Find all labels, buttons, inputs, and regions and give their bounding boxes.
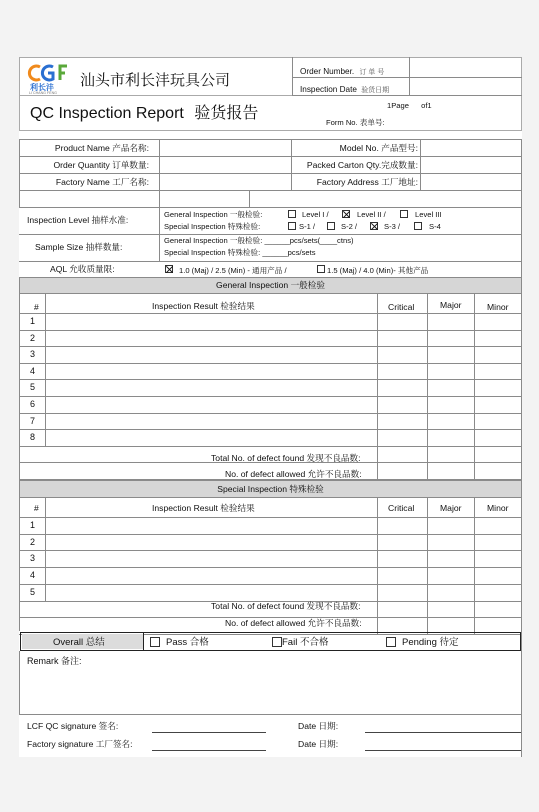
lcf-qc-date-line[interactable]: [365, 732, 521, 733]
s1-checkbox[interactable]: [288, 222, 296, 230]
aql-option1-label: 1.0 (Maj) / 2.5 (Min) - 通用产品 /: [179, 266, 287, 275]
divider: [143, 632, 144, 651]
special-defect-allowed: No. of defect allowed 允许不良品数:: [225, 618, 362, 628]
divider: [19, 173, 522, 174]
divider: [420, 139, 421, 190]
remark-label: Remark 备注:: [27, 656, 82, 666]
table-row: [19, 396, 522, 413]
pending-label: Pending 待定: [402, 637, 459, 648]
level-2-checkbox[interactable]: [342, 210, 350, 218]
form-no-label: Form No. 表单号:: [326, 118, 385, 127]
divider: [19, 497, 522, 498]
pending-checkbox[interactable]: [386, 637, 396, 647]
order-number-label: [300, 66, 384, 78]
company-name: 汕头市利长沣玩具公司: [80, 72, 231, 89]
table-row: [19, 550, 522, 567]
page-number: 1Page: [387, 101, 409, 110]
header-right-border: [521, 57, 522, 130]
divider: [19, 277, 522, 278]
divider: [19, 156, 522, 157]
table-row: [19, 363, 522, 380]
sample-size-label: Sample Size 抽样数量:: [35, 242, 123, 252]
table-row: [19, 534, 522, 551]
special-section-title: Special Inspection 特殊检验: [217, 484, 324, 494]
table-row: [19, 313, 522, 330]
table-row: [19, 346, 522, 363]
table-row: [19, 330, 522, 347]
row-number: 3: [30, 553, 36, 564]
report-title-cn: 验货报告: [194, 105, 259, 122]
divider: [521, 139, 522, 757]
factory-signature-line[interactable]: [152, 750, 266, 751]
table-row: [19, 379, 522, 396]
row-number: 4: [30, 365, 36, 376]
factory-date-label: Date 日期:: [298, 739, 339, 749]
divider: [19, 651, 20, 714]
order-number-label-en: Order Number.: [300, 67, 355, 76]
general-col-result: Inspection Result 检验结果: [152, 301, 255, 311]
s3-checkbox[interactable]: [370, 222, 378, 230]
level-2-label: Level II /: [357, 210, 386, 219]
divider: [291, 139, 292, 190]
divider: [19, 714, 522, 715]
s2-label: S-2 /: [341, 222, 358, 231]
fail-label: Fail 不合格: [282, 637, 329, 648]
divider: [19, 207, 522, 208]
order-quantity-label: Order Quantity 订单数量:: [53, 160, 149, 170]
divider: [19, 480, 522, 481]
general-defect-allowed: No. of defect allowed 允许不良品数:: [225, 469, 362, 479]
divider: [19, 261, 522, 262]
divider: [19, 139, 20, 207]
special-col-major: Major: [440, 503, 462, 513]
divider: [19, 139, 522, 140]
model-no-label: Model No. 产品型号:: [339, 143, 418, 153]
table-row: [19, 517, 522, 534]
logo-text: 利长沣: [30, 83, 54, 92]
product-name-label: Product Name 产品名称:: [54, 143, 149, 153]
company-logo: [27, 63, 69, 97]
general-col-minor: Minor: [487, 302, 509, 312]
table-row: [19, 567, 522, 584]
special-col-minor: Minor: [487, 503, 509, 513]
lcf-qc-signature-line[interactable]: [152, 732, 266, 733]
overall-label: Overall 总结: [53, 637, 105, 648]
special-inspection-label: Special Inspection 特殊检验:: [164, 222, 261, 231]
logo-subtext: LI CHANG FENG: [29, 91, 57, 95]
divider: [159, 139, 160, 261]
row-number: 2: [30, 536, 36, 547]
lcf-qc-signature-label: LCF QC signature 签名:: [27, 721, 119, 731]
special-total-found: Total No. of defect found 发现不良品数:: [211, 601, 361, 611]
general-section-title: General Inspection 一般检验: [216, 280, 325, 290]
lcf-qc-date-label: Date 日期:: [298, 721, 339, 731]
pass-checkbox[interactable]: [150, 637, 160, 647]
inspection-date-label: [300, 84, 389, 96]
page-indicator: [387, 100, 432, 111]
divider: [409, 57, 410, 95]
header-top-border: [19, 57, 522, 58]
inspection-date-label-cn: 验货日期: [361, 87, 390, 94]
divider: [19, 190, 522, 191]
row-number: 5: [30, 382, 36, 393]
general-col-critical: Critical: [388, 302, 415, 312]
divider: [19, 95, 292, 96]
table-row: [19, 429, 522, 446]
row-number: 1: [30, 520, 36, 530]
s3-label: S-3 /: [384, 222, 401, 231]
level-3-label: Level III: [415, 210, 442, 219]
row-number: 8: [30, 432, 36, 443]
divider: [19, 446, 522, 447]
fail-checkbox[interactable]: [272, 637, 282, 647]
aql-option2-label: 1.5 (Maj) / 4.0 (Min)- 其他产品: [327, 266, 429, 275]
row-number: 4: [30, 570, 36, 581]
special-col-result: Inspection Result 检验结果: [152, 503, 255, 513]
factory-name-label: Factory Name 工厂名称:: [55, 177, 149, 187]
row-number: 3: [30, 349, 36, 360]
report-title-en: QC Inspection Report: [30, 105, 184, 122]
pass-label: Pass 合格: [166, 637, 209, 648]
logo-mark-icon: [27, 63, 69, 83]
factory-signature-label: Factory signature 工厂签名:: [27, 739, 133, 749]
level-1-label: Level I /: [302, 210, 329, 219]
general-col-major: Major: [440, 300, 462, 310]
sample-general-line: General Inspection 一般检验: ______pcs/sets(____ctns): [164, 236, 354, 245]
order-number-label-cn: 订 单 号: [359, 69, 385, 76]
special-col-no: #: [34, 503, 39, 513]
row-number: 7: [30, 415, 36, 426]
divider: [292, 57, 293, 95]
divider: [19, 293, 522, 294]
aql-option1-checkbox[interactable]: [165, 265, 173, 273]
general-inspection-label: General Inspection 一般检验:: [164, 210, 263, 219]
sample-special-line: Special Inspection 特殊检验: ______pcs/sets: [164, 248, 316, 257]
report-title: [30, 105, 258, 123]
row-number: 2: [30, 332, 36, 343]
qc-report-sheet: [19, 57, 522, 757]
page-total: of1: [421, 101, 432, 110]
inspection-date-label-en: Inspection Date: [300, 85, 357, 94]
general-total-found: Total No. of defect found 发现不良品数:: [211, 453, 361, 463]
row-number: 1: [30, 316, 36, 326]
packed-carton-label: Packed Carton Qty.完成数量:: [306, 160, 418, 170]
inspection-level-label: Inspection Level 抽样水准:: [27, 215, 129, 225]
header-bottom-border: [19, 130, 522, 131]
s4-checkbox[interactable]: [414, 222, 422, 230]
level-3-checkbox[interactable]: [400, 210, 408, 218]
divider: [249, 190, 250, 207]
level-1-checkbox[interactable]: [288, 210, 296, 218]
general-col-no: #: [34, 302, 39, 312]
factory-address-label: Factory Address 工厂地址:: [316, 177, 418, 187]
header-left-border: [19, 57, 20, 130]
aql-label: AQL 允收质量限:: [50, 264, 115, 274]
aql-option2-checkbox[interactable]: [317, 265, 325, 273]
s2-checkbox[interactable]: [327, 222, 335, 230]
row-number: 6: [30, 399, 36, 409]
s1-label: S-1 /: [299, 222, 316, 231]
table-row: [19, 584, 522, 601]
factory-date-line[interactable]: [365, 750, 521, 751]
table-row: [19, 413, 522, 430]
s4-label: S-4: [429, 222, 441, 231]
row-number: 5: [30, 586, 36, 597]
special-col-critical: Critical: [388, 503, 415, 513]
